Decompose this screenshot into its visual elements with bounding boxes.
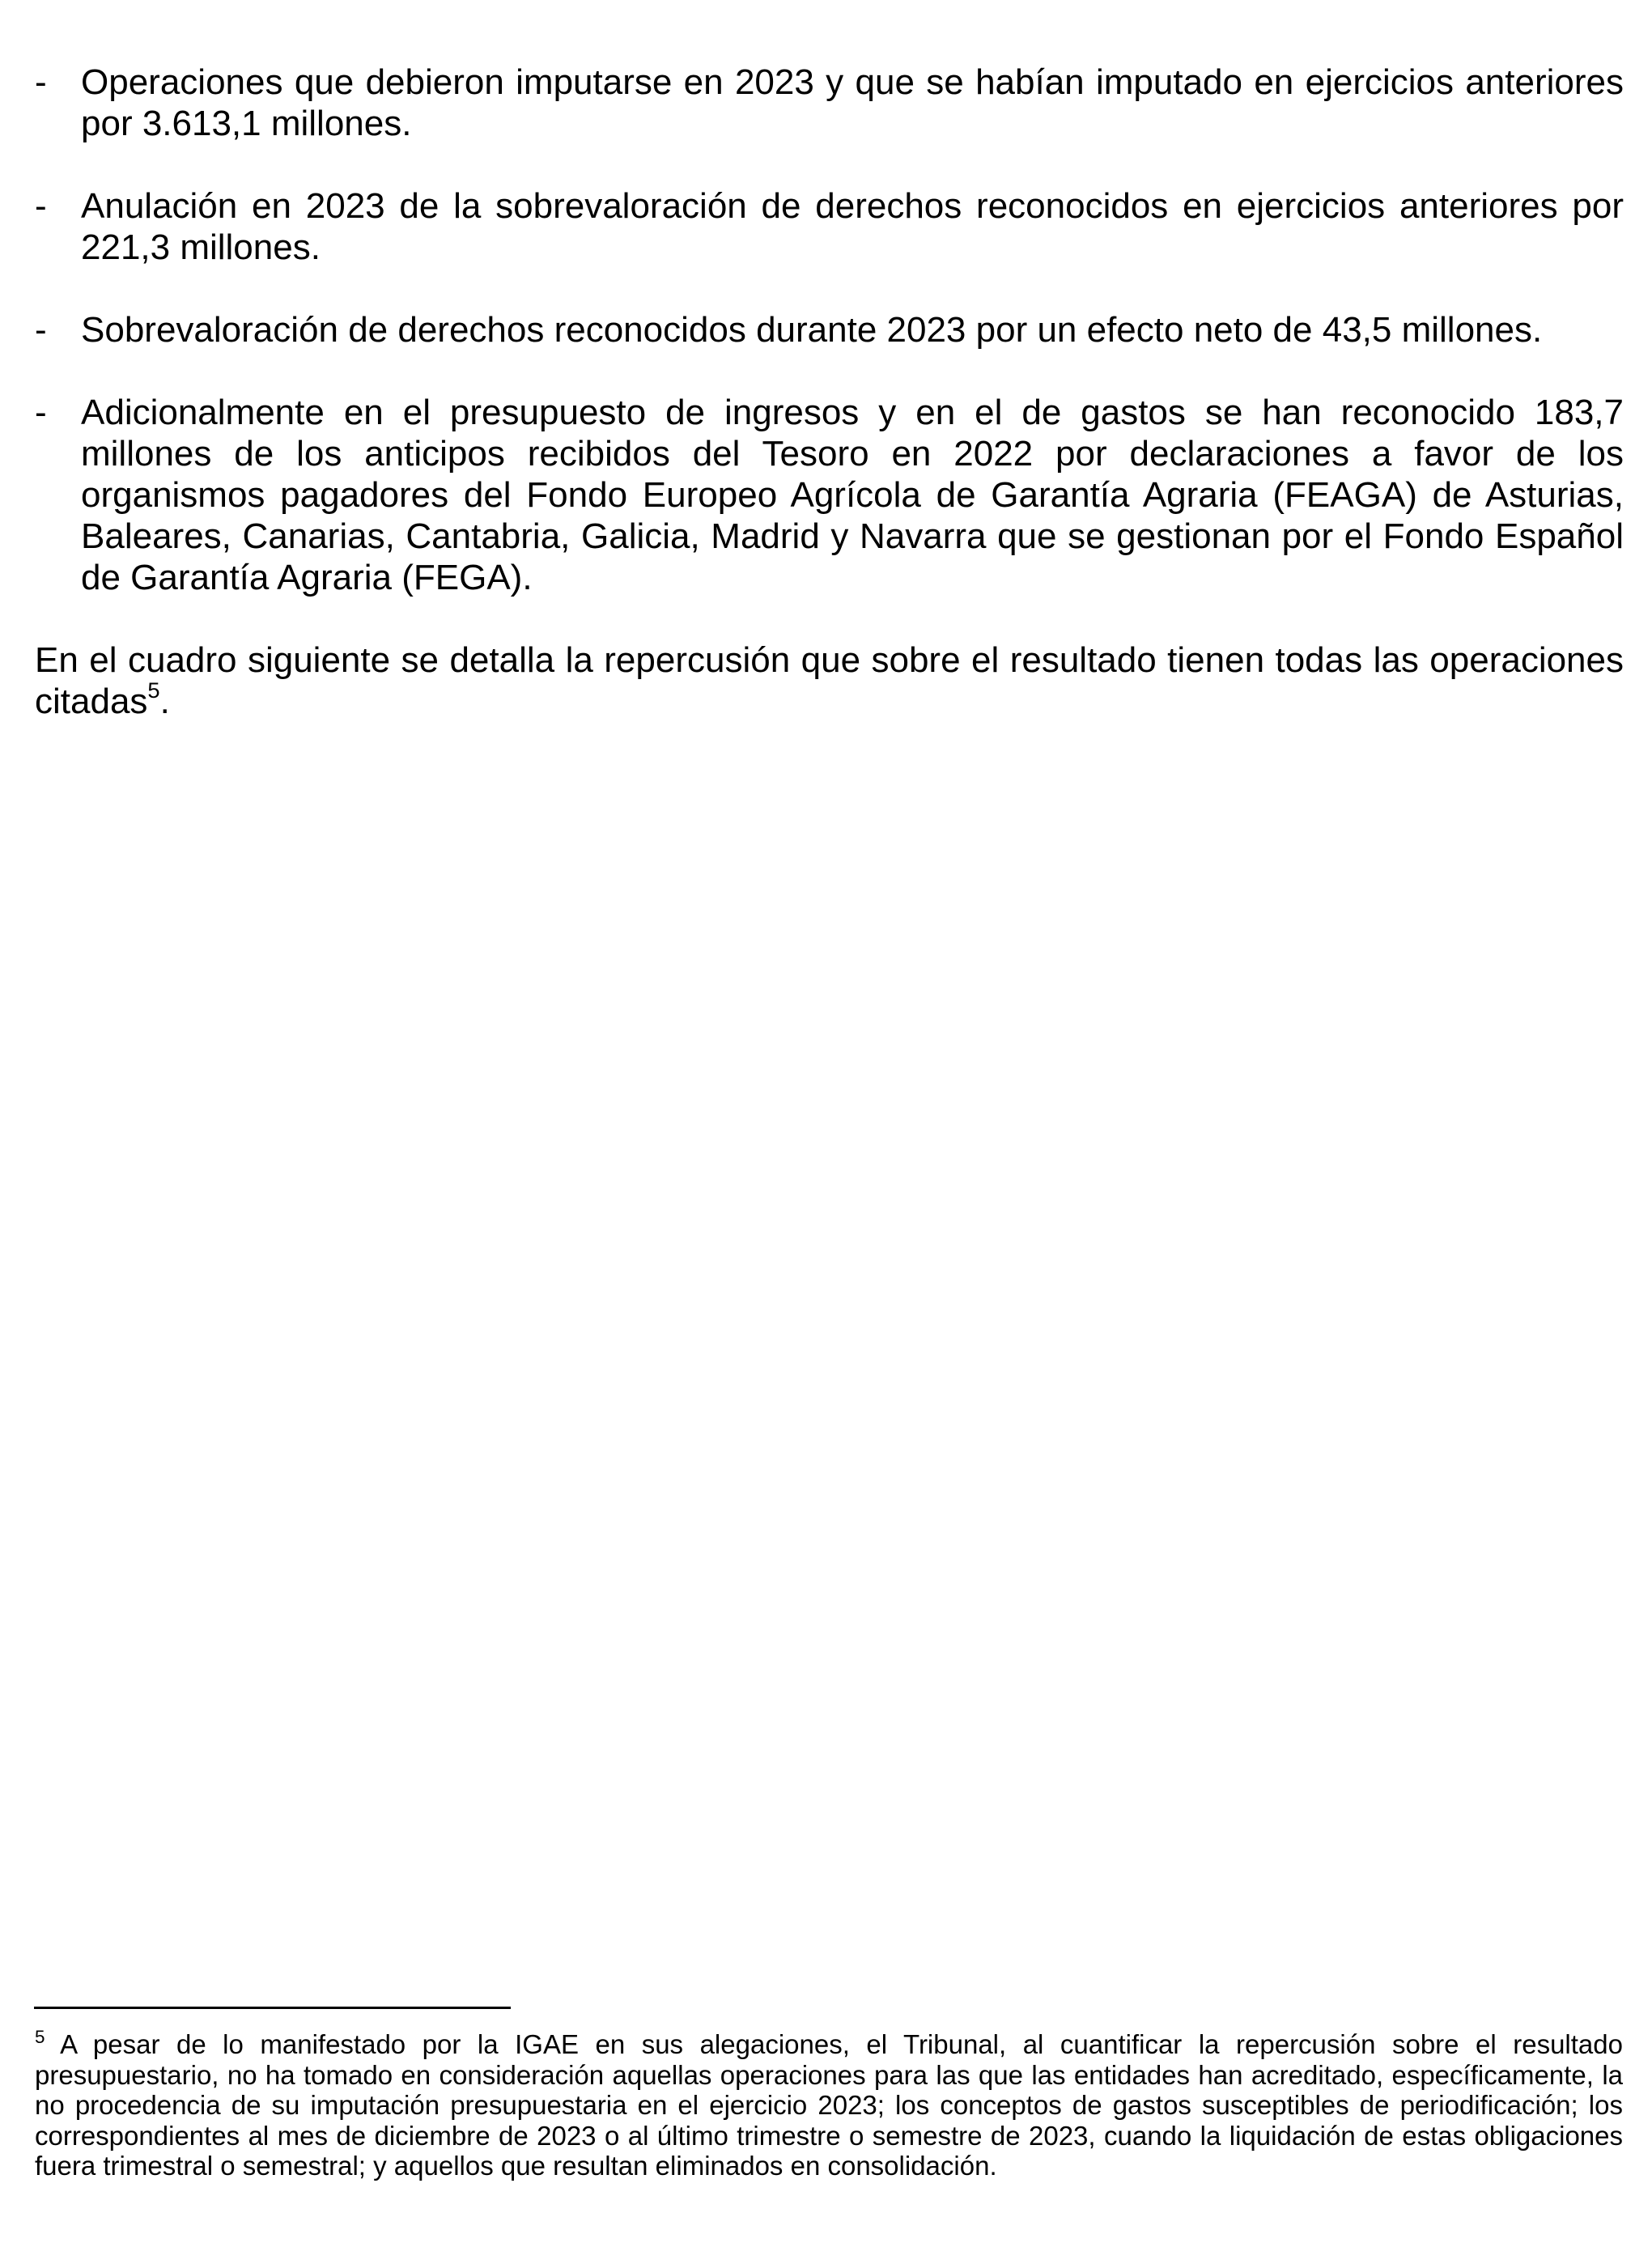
bullet-item-1 xyxy=(35,62,1624,144)
bullet-marker: - xyxy=(35,62,47,102)
bullet-marker: - xyxy=(35,393,47,432)
bullet-text: Adicionalmente en el presupuesto de ingresos y en el de gastos se han reconocido 183,7 millones de los anticipos recibidos del Tesoro en 2022 por declaraciones a favor de los organismos pagadores del Fondo Europeo Agrícola de Garantía Agraria (FEAGA) de Asturias, Baleares, Canarias, Cantabria, Galicia, Madrid y Navarra que se gestionan por el Fondo Español de Garantía Agraria (FEGA). xyxy=(81,393,1624,597)
bullet-text: Anulación en 2023 de la sobrevaloración de derechos reconocidos en ejercicios anteriores por 221,3 millones. xyxy=(81,186,1624,267)
bullet-text: Sobrevaloración de derechos reconocidos durante 2023 por un efecto neto de 43,5 millones. xyxy=(81,310,1543,350)
bullet-marker: - xyxy=(35,310,47,350)
closing-paragraph-text: En el cuadro siguiente se detalla la repercusión que sobre el resultado tienen todas las operaciones citadas xyxy=(35,640,1624,721)
bullet-text: Operaciones que debieron imputarse en 2023 y que se habían imputado en ejercicios anteriores por 3.613,1 millones. xyxy=(81,62,1624,143)
bullet-item-2 xyxy=(35,185,1624,268)
footnote-separator xyxy=(34,2007,511,2009)
footnote-text: A pesar de lo manifestado por la IGAE en sus alegaciones, el Tribunal, al cuantificar la repercusión sobre el resultado presupuestario, no ha tomado en consideración aquellas operaciones para las que las entidades han acreditado, específicamente, la no procedencia de su imputación presupuestaria en el ejercicio 2023; los conceptos de gastos susceptibles de periodificación; los correspondientes al mes de diciembre de 2023 o al último trimestre o semestre de 2023, cuando la liquidación de estas obligaciones fuera trimestral o semestral; y aquellos que resultan eliminados en consolidación. xyxy=(35,2029,1623,2181)
bullet-item-4 xyxy=(35,392,1624,598)
footnote-number: 5 xyxy=(35,2026,45,2047)
bullet-marker: - xyxy=(35,186,47,226)
document-body xyxy=(35,62,1624,722)
footnote xyxy=(35,2026,1623,2181)
footnote-reference-link[interactable]: 5 xyxy=(147,677,160,703)
closing-paragraph xyxy=(35,639,1624,722)
bullet-item-3 xyxy=(35,309,1624,350)
closing-paragraph-end: . xyxy=(159,682,170,721)
